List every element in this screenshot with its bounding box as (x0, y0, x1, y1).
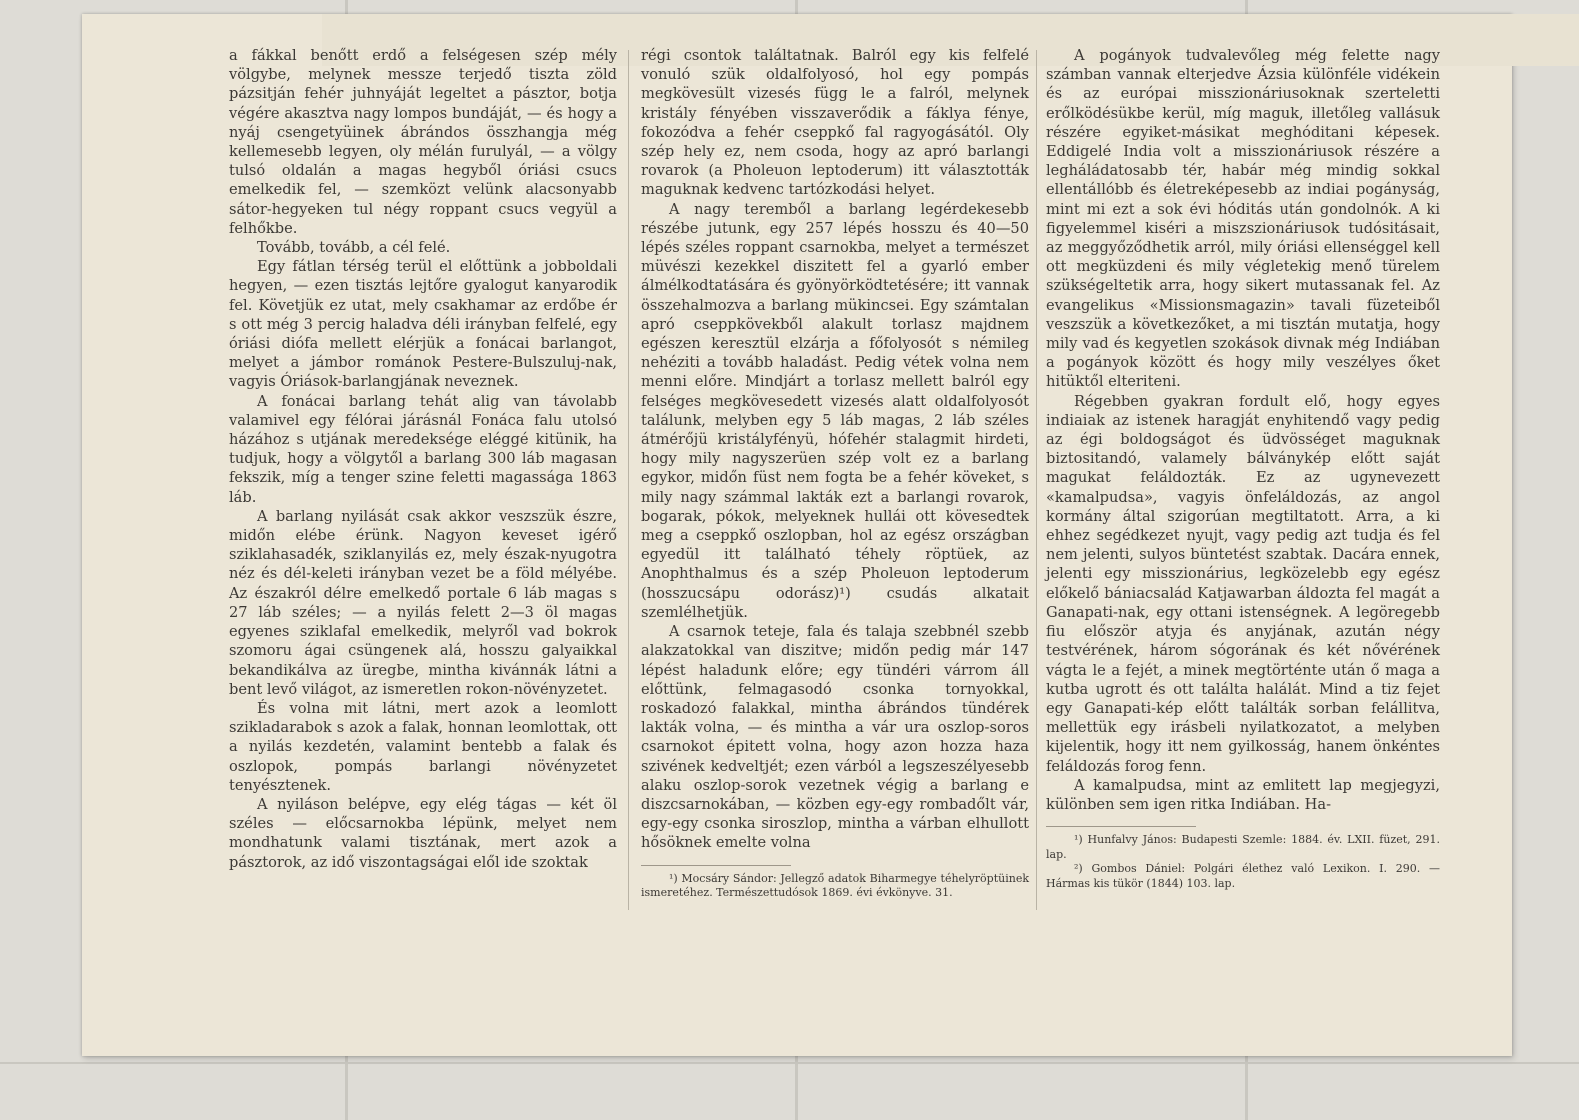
text-column-left (229, 46, 617, 872)
paragraph: A barlang nyilását csak akkor veszszük észre, midőn elébe érünk. Nagyon keveset igérő sziklahasadék, sziklanyilás ez, mely észak-nyugotra néz és dél-keleti irányban vezet be a föld mélyébe. Az északról délre emelkedő portale 6 láb magas s 27 láb széles; — a nyilás felett 2—3 öl magas egyenes sziklafal emelkedik, melyről vad bokrok szomoru ágai csüngenek alá, hosszu galyaikkal bekandikálva az üregbe, mintha kivánnák látni a bent levő világot, az ismeretlen rokon-növényzetet. (229, 507, 617, 698)
background-plank-line (0, 1062, 1579, 1064)
paragraph: Régebben gyakran fordult elő, hogy egyes indiaiak az istenek haragját enyhitendő vagy pedig az égi boldogságot és üdvösséget maguknak biztositandó, valamely bálványkép előtt saját magukat feláldozták. Ez az ugynevezett «kamalpudsa», vagyis önfeláldozás, az angol kormány által szigorúan megtiltatott. Arra, a ki ehhez segédkezet nyujt, vagy pedig azt tudja és fel nem jelenti, sulyos büntetést szabtak. Dacára ennek, jelenti egy misszionárius, legközelebb egy egész előkelő bániacsalád Katjawarban áldozta fel magát a Ganapati-nak, egy ottani istenségnek. A legöregebb fiu először atyja és anyjának, azután négy testvérének, három sógorának és két nővérének vágta le a fejét, a minek megtörténte után ő maga a kutba ugrott és ott találta halálát. Mind a tiz fejet egy Ganapati-kép előtt találták sorban felállitva, mellettük egy irásbeli nyilatkozatot, a melyben kijelentik, hogy itt nem gyilkosság, hanem önkéntes feláldozás forog fenn. (1046, 392, 1440, 775)
paragraph: A nagy teremből a barlang legérdekesebb részébe jutunk, egy 257 lépés hosszu és 40—50 lépés széles roppant csarnokba, melyet a természet müvészi kezekkel diszitett fel a gyarló ember álmélkodtatására és gyönyörködtetésére; itt vannak összehalmozva a barlang mükincsei. Egy számtalan apró cseppkövekből alakult torlasz majdnem egészen keresztül elzárja a főfolyosót s némileg nehéziti a tovább haladást. Pedig vétek volna nem menni előre. Mindjárt a torlasz mellett balról egy felséges megkövesedett vizesés alatt oldalfolyosót találunk, melyben egy 5 láb magas, 2 láb széles átmérőjü kristályfényü, hófehér stalagmit hirdeti, hogy mily nagyszerüen szép volt ez a barlang egykor, midőn füst nem fogta be a fehér köveket, s mily nagy számmal lakták ezt a barlangi rovarok, bogarak, pókok, melyeknek hullái ott kövesedtek meg a cseppkő oszlopban, hol az egész országban egyedül itt található téhely röptüek, az Anophthalmus és a szép Pholeuon leptoderum (hosszucsápu odorász)¹) csudás alkatait szemlélhetjük. (641, 200, 1029, 621)
footnote: ¹) Hunfalvy János: Budapesti Szemle: 1884. év. LXII. füzet, 291. lap. (1046, 833, 1440, 861)
paragraph: A nyiláson belépve, egy elég tágas — két öl széles — előcsarnokba lépünk, melyet nem mondhatunk valami tisztának, mert azok a pásztorok, az idő viszontagságai elől ide szoktak (229, 795, 617, 871)
paragraph: Tovább, tovább, a cél felé. (257, 239, 451, 257)
paragraph: A csarnok teteje, fala és talaja szebbnél szebb alakzatokkal van diszitve; midőn pedig már 147 lépést haladunk előre; egy tündéri várrom áll előttünk, felmagasodó csonka tornyokkal, roskadozó falakkal, mintha ábrándos tündérek lakták volna, — és mintha a vár ura oszlop-soros csarnokot épitett volna, hogy azon hozza haza szivének kedveltjét; ezen várból a legszeszélyesebb alaku oszlop-sorok vezetnek végig a barlang e diszcsarnokában, — közben egy-egy rombadőlt vár, egy-egy csonka siroszlop, mintha a várban elhullott hősöknek emelte volna (641, 623, 1029, 852)
paragraph: És volna mit látni, mert azok a leomlott szikladarabok s azok a falak, honnan leomlottak, ott a nyilás kezdetén, valamint bentebb a falak és oszlopok, pompás barlangi növényzetet tenyésztenek. (229, 699, 617, 794)
column-divider (628, 50, 629, 910)
paragraph: A pogányok tudvalevőleg még felette nagy számban vannak elterjedve Ázsia különféle vidékein és az európai misszionáriusoknak szerteletti erőlködésükbe kerül, míg maguk, illetőleg vallásuk részére egyiket-másikat meghóditani képesek. Eddigelé India volt a misszionáriusok részére a legháládatosabb tér, habár még mindig sokkal ellentállóbb és életreképesebb az indiai pogányság, mint mi ezt a sok évi hóditás után gondolnók. A ki figyelemmel kiséri a miszszionáriusok tudósitásait, az meggyőződhetik arról, mily óriási ellenséggel kell ott megküzdeni és mily végletekig menő türelem szükségeltetik arra, hogy sikert mutassanak fel. Az evangelikus «Missionsmagazin» tavali füzeteiből veszszük a következőket, a mi tisztán mutatja, hogy mily vad és kegyetlen szokások divnak még Indiában a pogányok között és hogy mily veszélyes őket hitüktől elteriteni. (1046, 47, 1440, 391)
paragraph: a fákkal benőtt erdő a felségesen szép mély völgybe, melynek messze terjedő tiszta zöld pázsitján fehér juhnyáját legeltet a pásztor, botja végére akasztva nagy lompos bundáját, — és hogy a nyáj csengetyüinek ábrándos összhangja még kellemesebb legyen, oly mélán furulyál, — a völgy tulsó oldalán a magas hegyből óriási csucs emelkedik fel, — szemközt velünk alacsonyabb sátor-hegyeken tul négy roppant csucs vegyül a felhőkbe. (229, 47, 617, 237)
paragraph: A fonácai barlang tehát alig van távolabb valamivel egy félórai járásnál Fonáca falu utolsó házához s utjának meredeksége eléggé kitünik, ha tudjuk, hogy a völgytől a barlang 300 láb magasan fekszik, míg a tenger szine feletti magassága 1863 láb. (229, 392, 617, 506)
paragraph: A kamalpudsa, mint az emlitett lap megjegyzi, különben sem igen ritka Indiában. Ha- (1046, 776, 1440, 813)
footnote-divider (1046, 826, 1196, 827)
footnote-divider (641, 865, 791, 866)
footnote: ¹) Mocsáry Sándor: Jellegző adatok Biharmegye téhelyröptüinek ismeretéhez. Természettudósok 1869. évi évkönyve. 31. (641, 871, 1029, 900)
footnote: ²) Gombos Dániel: Polgári élethez való Lexikon. I. 290. — Hármas kis tükör (1844) 103. lap. (1046, 862, 1440, 890)
text-column-middle (641, 46, 1029, 901)
paragraph: régi csontok találtatnak. Balról egy kis felfelé vonuló szük oldalfolyosó, hol egy pompás megkövesült vizesés függ le a falról, melynek kristály fényében visszaverődik a fáklya fénye, fokozódva a fehér cseppkő fal ragyogásától. Oly szép hely ez, nem csoda, hogy az apró barlangi rovarok (a Pholeuon leptoderum) itt választották maguknak kedvenc tartózkodási helyet. (641, 47, 1029, 199)
paragraph: Egy fátlan térség terül el előttünk a jobboldali hegyen, — ezen tisztás lejtőre gyalogut kanyarodik fel. Követjük ez utat, mely csakhamar az erdőbe ér s ott még 3 percig haladva déli irányban felfelé, egy óriási diófa mellett elérjük a fonácai barlangot, melyet a jámbor románok Pestere-Bulszuluj-nak, vagyis Óriások-barlangjának neveznek. (229, 258, 617, 391)
column-divider (1036, 50, 1037, 910)
text-column-right (1046, 46, 1440, 891)
